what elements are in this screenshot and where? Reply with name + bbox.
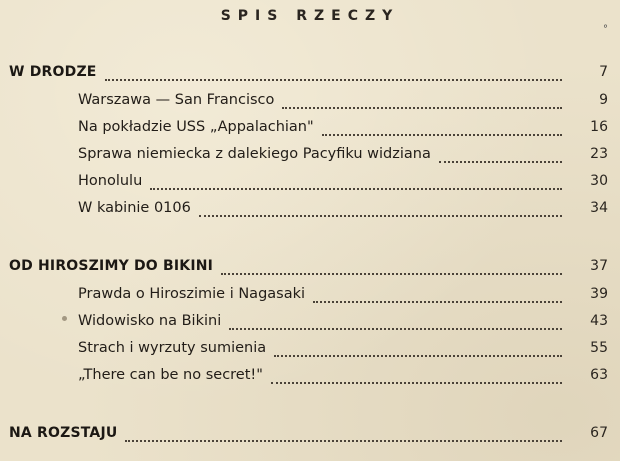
entry-label: Honolulu	[78, 173, 143, 189]
page-number: 67	[590, 425, 608, 441]
toc-section-na-rozstaju[interactable]	[0, 425, 620, 447]
dot-leader	[271, 382, 562, 384]
page-number: 30	[590, 173, 608, 189]
entry-label: Na pokładzie USS „Appalachian"	[78, 119, 314, 135]
section-label: OD HIROSZIMY DO BIKINI	[9, 258, 214, 274]
page-number: 16	[590, 119, 608, 135]
page-number: 23	[590, 146, 608, 162]
dot-leader	[439, 161, 562, 163]
dot-leader	[105, 79, 562, 81]
toc-entry[interactable]	[0, 119, 620, 141]
toc-entry[interactable]	[0, 173, 620, 195]
dot-leader	[322, 134, 562, 136]
page-number: 55	[590, 340, 608, 356]
toc-entry[interactable]	[0, 146, 620, 168]
page-number: 9	[599, 92, 608, 108]
page-number: 63	[590, 367, 608, 383]
dot-leader	[199, 215, 562, 217]
page-number: 39	[590, 286, 608, 302]
page-number: 34	[590, 200, 608, 216]
dot-leader	[229, 328, 562, 330]
corner-mark: °	[603, 24, 608, 35]
toc-section-w-drodze[interactable]	[0, 64, 620, 86]
entry-label: Prawda o Hiroszimie i Nagasaki	[78, 286, 306, 302]
section-label: W DRODZE	[9, 64, 97, 80]
page-title: SPIS RZECZY	[220, 8, 400, 24]
entry-label: W kabinie 0106	[78, 200, 191, 216]
toc-entry[interactable]	[0, 367, 620, 389]
toc-entry[interactable]	[0, 286, 620, 308]
ink-speck	[62, 316, 67, 321]
dot-leader	[150, 188, 562, 190]
entry-label: „There can be no secret!"	[78, 367, 263, 383]
toc-section-od-hiroszimy-do-bikini[interactable]	[0, 258, 620, 280]
entry-label: Sprawa niemiecka z dalekiego Pacyfiku widziana	[78, 146, 431, 162]
page-number: 43	[590, 313, 608, 329]
entry-label: Warszawa — San Francisco	[78, 92, 275, 108]
entry-label: Widowisko na Bikini	[78, 313, 222, 329]
toc-entry[interactable]	[0, 340, 620, 362]
dot-leader	[282, 107, 562, 109]
entry-label: Strach i wyrzuty sumienia	[78, 340, 267, 356]
dot-leader	[125, 440, 562, 442]
section-label: NA ROZSTAJU	[9, 425, 118, 441]
toc-entry[interactable]	[0, 200, 620, 222]
toc-entry[interactable]	[0, 92, 620, 114]
dot-leader	[221, 273, 562, 275]
dot-leader	[313, 301, 562, 303]
dot-leader	[274, 355, 562, 357]
page-number: 37	[590, 258, 608, 274]
page-number: 7	[599, 64, 608, 80]
toc-entry[interactable]	[0, 313, 620, 335]
